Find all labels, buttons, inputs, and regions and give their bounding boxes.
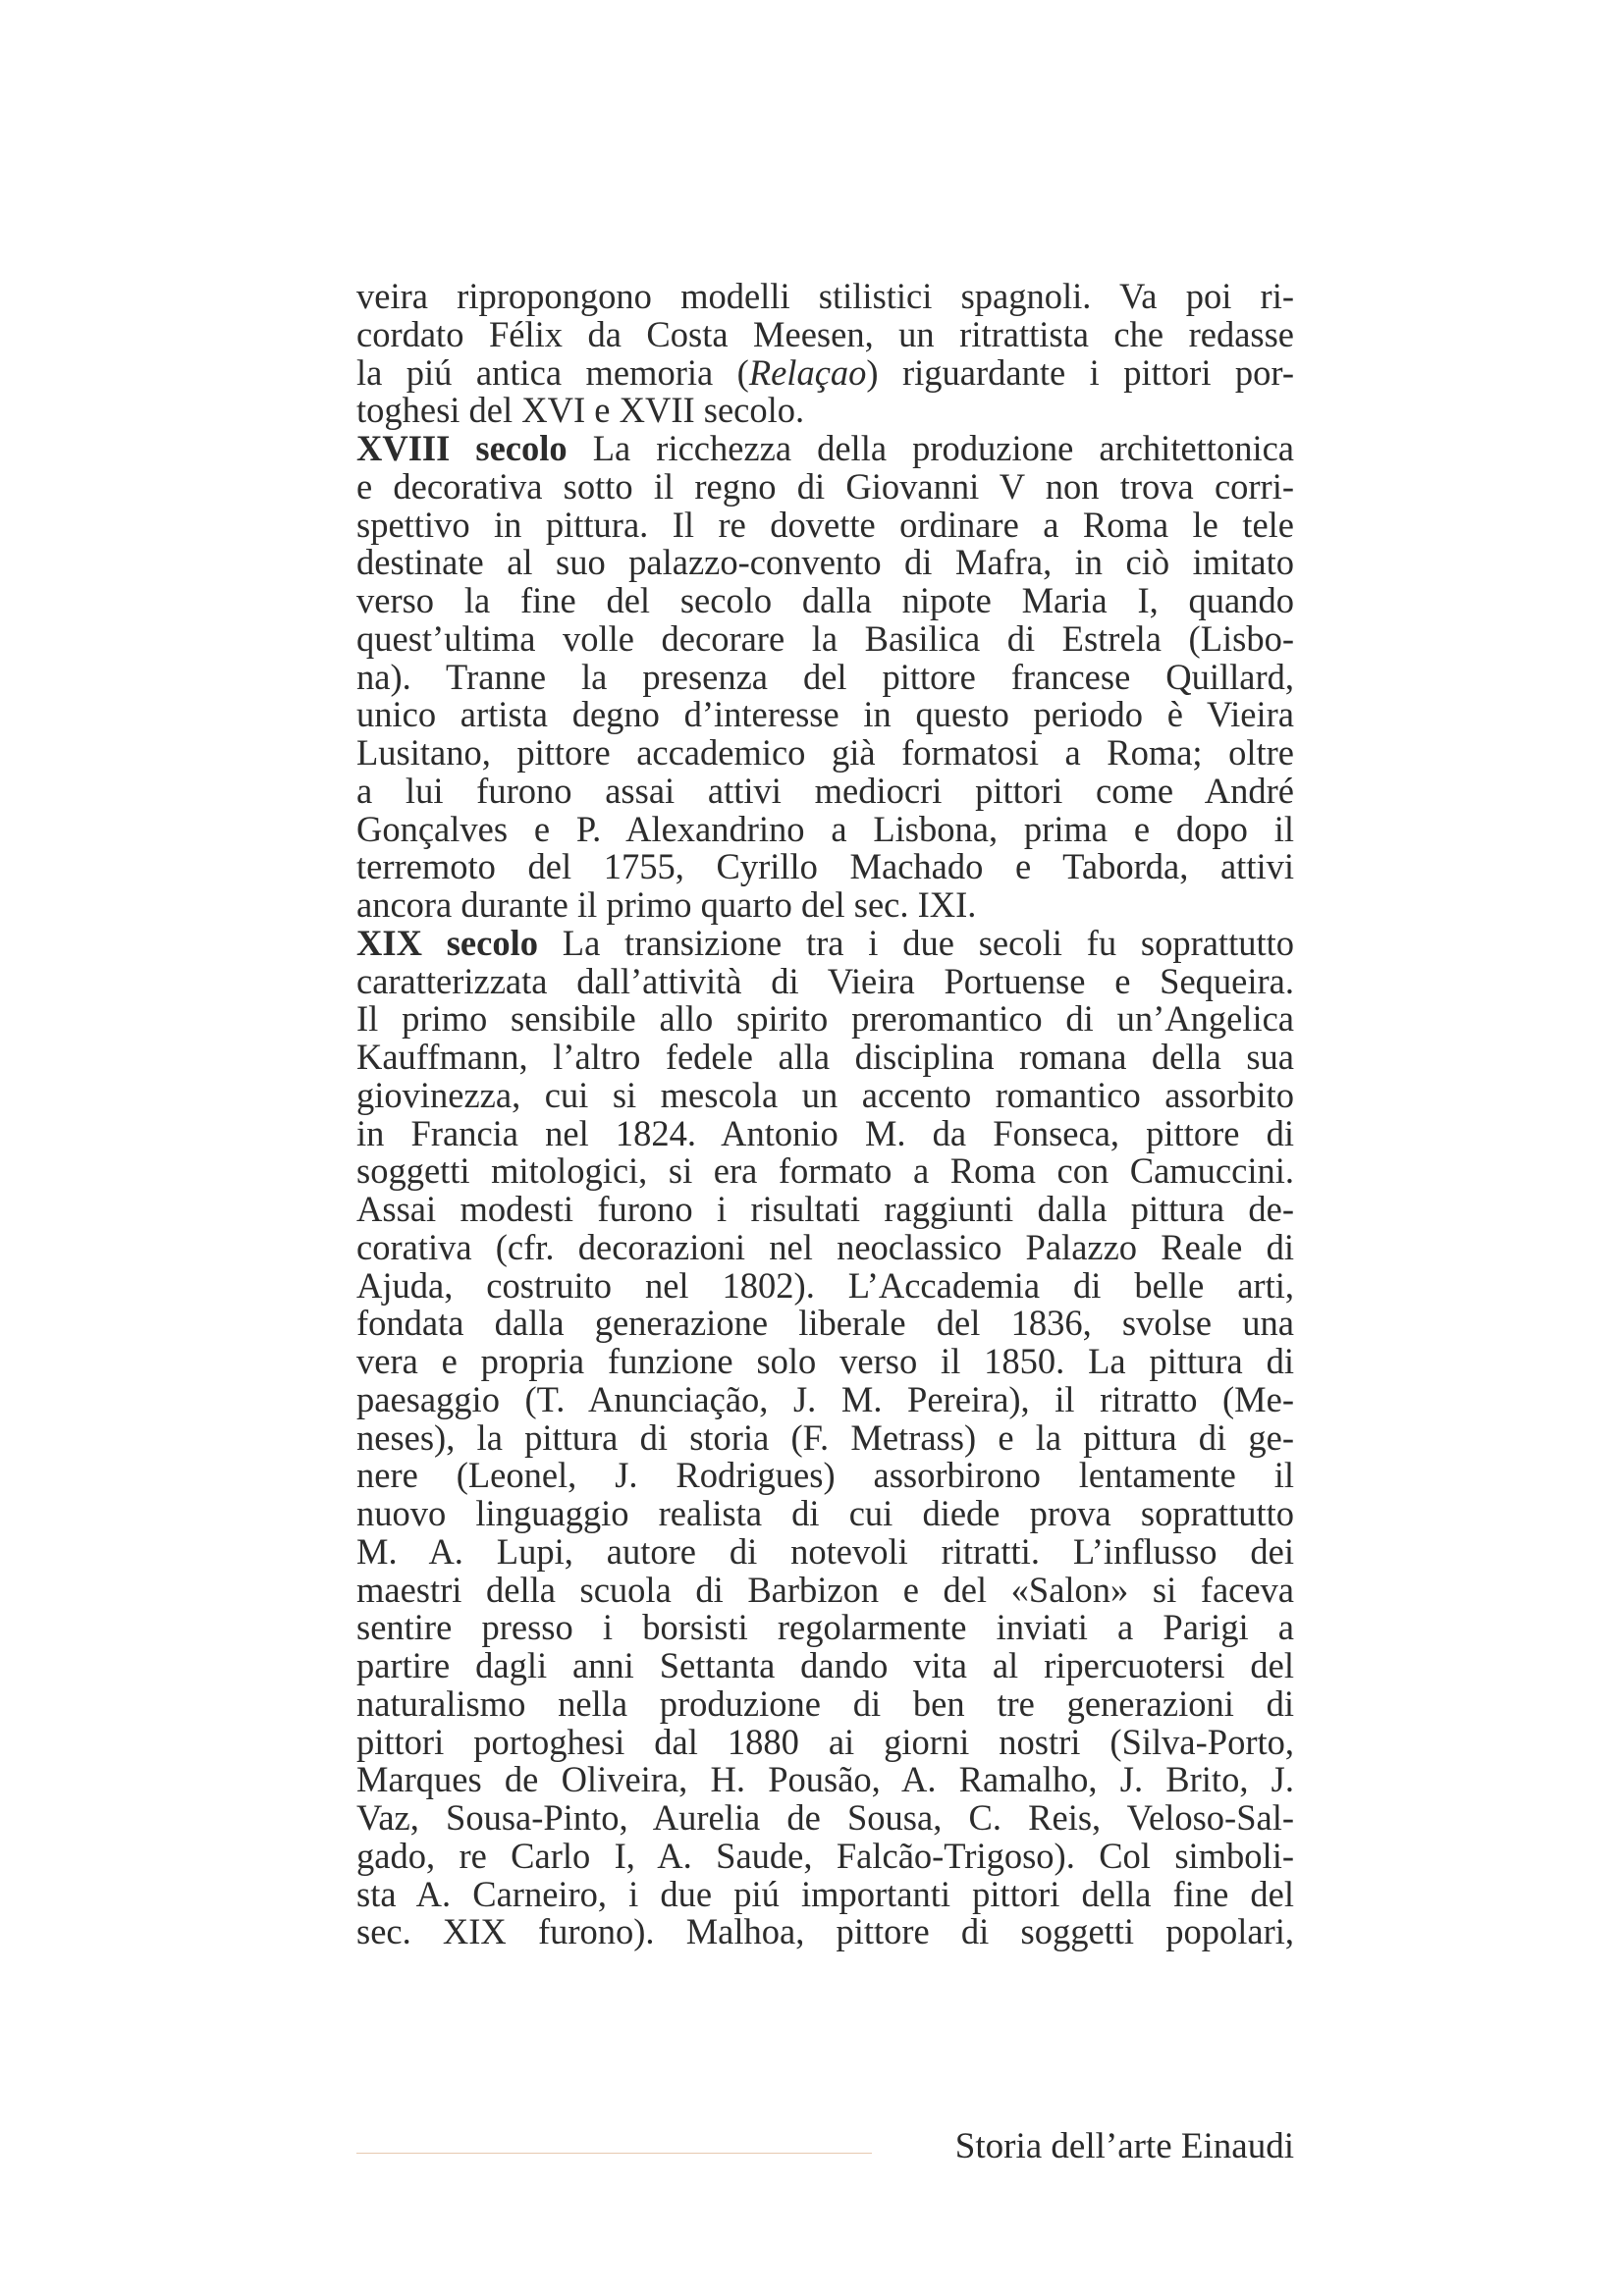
text-line: nere (Leonel, J. Rodrigues) assorbirono lentamente il [356, 1455, 1294, 1496]
text-line: na). Tranne la presenza del pittore francese Quillard, [356, 656, 1294, 697]
text-line: giovinezza, cui si mescola un accento romantico assorbito [356, 1074, 1294, 1115]
text-segment: La transizione tra i due secoli fu soprattutto [537, 922, 1294, 963]
text-line: maestri della scuola di Barbizon e del «Salon» si faceva [356, 1569, 1294, 1610]
footer-divider [356, 2153, 872, 2154]
text-line: Lusitano, pittore accademico già formatosi a Roma; oltre [356, 732, 1294, 773]
text-line: sentire presso i borsisti regolarmente inviati a Parigi a [356, 1607, 1294, 1648]
text-line: toghesi del XVI e XVII secolo. [356, 390, 805, 431]
text-line: Gonçalves e P. Alexandrino a Lisbona, prima e dopo il [356, 808, 1294, 849]
text-line: a lui furono assai attivi mediocri pittori come André [356, 770, 1294, 811]
text-segment: la piú antica memoria ( [356, 351, 749, 393]
text-line: ancora durante il primo quarto del sec. IXI. [356, 884, 977, 925]
text-line: corativa (cfr. decorazioni nel neoclassico Palazzo Reale di [356, 1226, 1294, 1267]
text-line: quest’ultima volle decorare la Basilica di Estrela (Lisbo- [356, 617, 1294, 659]
text-line: Ajuda, costruito nel 1802). L’Accademia di belle arti, [356, 1264, 1294, 1306]
text-line [356, 922, 1294, 963]
body-text [356, 278, 1294, 1951]
text-line: partire dagli anni Settanta dando vita al ripercuotersi del [356, 1645, 1294, 1685]
text-line: Assai modesti furono i risultati raggiunti dalla pittura de- [356, 1189, 1294, 1229]
text-line [356, 351, 1294, 393]
text-line: spettivo in pittura. Il re dovette ordinare a Roma le tele [356, 504, 1294, 545]
text-line: Kauffmann, l’altro fedele alla disciplina romana della sua [356, 1037, 1294, 1077]
text-line: cordato Félix da Costa Meesen, un ritrattista che redasse [356, 313, 1294, 354]
text-line: neses), la pittura di storia (F. Metrass) e la pittura di ge- [356, 1416, 1294, 1458]
section-heading-xix: XIX secolo [356, 922, 538, 963]
text-line: terremoto del 1755, Cyrillo Machado e Taborda, attivi [356, 846, 1294, 887]
text-line: Il primo sensibile allo spirito preromantico di un’Angelica [356, 998, 1294, 1040]
text-line: veira ripropongono modelli stilistici spagnoli. Va poi ri- [356, 276, 1294, 316]
text-segment: ) riguardante i pittori por- [866, 351, 1294, 393]
text-line: e decorativa sotto il regno di Giovanni V non trova corri- [356, 465, 1294, 507]
text-line: sec. XIX furono). Malhoa, pittore di soggetti popolari, [356, 1911, 1294, 1952]
text-line: caratterizzata dall’attività di Vieira Portuense e Sequeira. [356, 960, 1294, 1001]
text-segment: La ricchezza della produzione architettonica [567, 428, 1294, 468]
text-line: soggetti mitologici, si era formato a Roma con Camuccini. [356, 1150, 1294, 1192]
text-line: vera e propria funzione solo verso il 1850. La pittura di [356, 1341, 1294, 1381]
text-line: nuovo linguaggio realista di cui diede prova soprattutto [356, 1493, 1294, 1533]
text-line [356, 430, 1294, 468]
text-line: naturalismo nella produzione di ben tre generazioni di [356, 1682, 1294, 1724]
text-line: in Francia nel 1824. Antonio M. da Fonseca, pittore di [356, 1112, 1294, 1153]
text-line: gado, re Carlo I, A. Saude, Falcão-Trigoso). Col simboli- [356, 1835, 1294, 1876]
text-line: paesaggio (T. Anunciação, J. M. Pereira), il ritratto (Me- [356, 1378, 1294, 1419]
text-line: sta A. Carneiro, i due piú importanti pittori della fine del [356, 1873, 1294, 1914]
text-line: fondata dalla generazione liberale del 1836, svolse una [356, 1303, 1294, 1344]
section-heading-xviii: XVIII secolo [356, 428, 568, 468]
text-line: verso la fine del secolo dalla nipote Maria I, quando [356, 580, 1294, 620]
text-line: Vaz, Sousa-Pinto, Aurelia de Sousa, C. Reis, Veloso-Sal- [356, 1797, 1294, 1838]
text-line: pittori portoghesi dal 1880 ai giorni nostri (Silva-Porto, [356, 1721, 1294, 1762]
footer-title: Storia dell’arte Einaudi [954, 2126, 1294, 2166]
text-line: M. A. Lupi, autore di notevoli ritratti. L’influsso dei [356, 1530, 1294, 1572]
text-line: Marques de Oliveira, H. Pousão, A. Ramalho, J. Brito, J. [356, 1759, 1294, 1800]
text-line: destinate al suo palazzo-convento di Mafra, in ciò imitato [356, 542, 1294, 583]
italic-title: Relaçao [748, 351, 867, 393]
text-line: unico artista degno d’interesse in questo periodo è Vieira [356, 694, 1294, 735]
